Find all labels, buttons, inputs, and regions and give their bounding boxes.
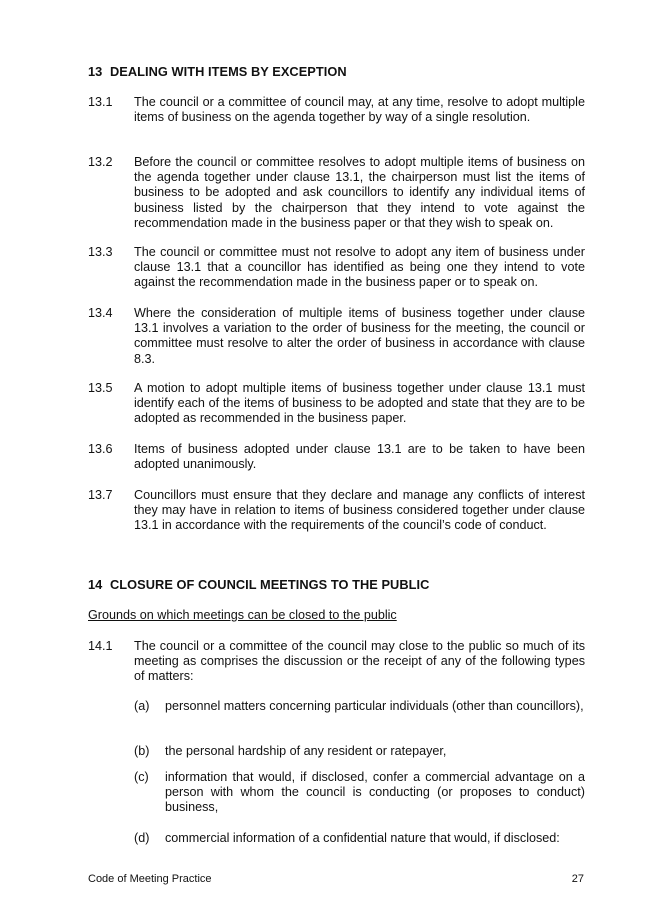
list-item-a bbox=[134, 699, 585, 714]
item-label: (a) bbox=[134, 699, 150, 713]
clause-number: 13.5 bbox=[88, 381, 113, 395]
section-13-heading bbox=[88, 64, 347, 79]
clause-13-6 bbox=[88, 442, 585, 472]
clause-13-1 bbox=[88, 95, 585, 125]
list-item-c bbox=[134, 770, 585, 816]
clause-13-7 bbox=[88, 488, 585, 534]
clause-13-5 bbox=[88, 381, 585, 427]
clause-13-2 bbox=[88, 155, 585, 231]
clause-text: Where the consideration of multiple items of business together under clause 13.1 involves a variation to the order of business for the meeting, the council or committee must resolve to alter the order of business in accordance with clause 8.3. bbox=[134, 306, 585, 366]
clause-number: 13.3 bbox=[88, 245, 113, 259]
clause-number: 13.4 bbox=[88, 306, 113, 320]
item-text: the personal hardship of any resident or ratepayer, bbox=[165, 744, 447, 758]
clause-number: 14.1 bbox=[88, 639, 113, 653]
item-text: commercial information of a confidential nature that would, if disclosed: bbox=[165, 831, 560, 845]
section-number: 14 bbox=[88, 577, 103, 592]
clause-text: Before the council or committee resolves to adopt multiple items of business on the agenda together under clause 13.1, the chairperson must list the items of business to be adopted and ask councillors to identify any individual items of business listed by the chairperson that they intend to vote against the recommendation made in the business paper or that they wish to speak on. bbox=[134, 155, 585, 230]
clause-number: 13.1 bbox=[88, 95, 113, 109]
list-item-b bbox=[134, 744, 585, 759]
clause-number: 13.2 bbox=[88, 155, 113, 169]
clause-14-1 bbox=[88, 639, 585, 685]
item-label: (c) bbox=[134, 770, 149, 784]
item-text: information that would, if disclosed, confer a commercial advantage on a person with whom the council is conducting (or proposes to conduct) business, bbox=[165, 770, 585, 815]
clause-13-3 bbox=[88, 245, 585, 291]
item-label: (b) bbox=[134, 744, 150, 758]
section-title: DEALING WITH ITEMS BY EXCEPTION bbox=[110, 64, 347, 79]
clause-text: The council or a committee of council may, at any time, resolve to adopt multiple items of business on the agenda together by way of a single resolution. bbox=[134, 95, 585, 125]
item-text: personnel matters concerning particular individuals (other than councillors), bbox=[165, 699, 584, 713]
section-number: 13 bbox=[88, 64, 103, 79]
footer-document-title: Code of Meeting Practice bbox=[88, 873, 212, 885]
footer-page-number: 27 bbox=[571, 873, 584, 885]
clause-number: 13.6 bbox=[88, 442, 113, 456]
subheading: Grounds on which meetings can be closed to the public bbox=[88, 608, 397, 622]
clause-text: The council or committee must not resolve to adopt any item of business under clause 13.1 that a councillor has identified as being one they intend to vote against the recommendation made in the business paper or to speak on. bbox=[134, 245, 585, 290]
section-14-heading bbox=[88, 577, 429, 592]
clause-text: A motion to adopt multiple items of business together under clause 13.1 must identify each of the items of business to be adopted and state that they are to be adopted as recommended in the business paper. bbox=[134, 381, 585, 426]
clause-13-4 bbox=[88, 306, 585, 367]
item-label: (d) bbox=[134, 831, 150, 845]
clause-text: The council or a committee of the council may close to the public so much of its meeting as comprises the discussion or the receipt of any of the following types of matters: bbox=[134, 639, 585, 684]
clause-text: Items of business adopted under clause 13.1 are to be taken to have been adopted unanimously. bbox=[134, 442, 585, 472]
section-title: CLOSURE OF COUNCIL MEETINGS TO THE PUBLIC bbox=[110, 577, 430, 592]
list-item-d bbox=[134, 831, 585, 846]
clause-text: Councillors must ensure that they declare and manage any conflicts of interest they may have in relation to items of business considered together under clause 13.1 in accordance with the requirements of the council’s code of conduct. bbox=[134, 488, 585, 533]
clause-number: 13.7 bbox=[88, 488, 113, 502]
